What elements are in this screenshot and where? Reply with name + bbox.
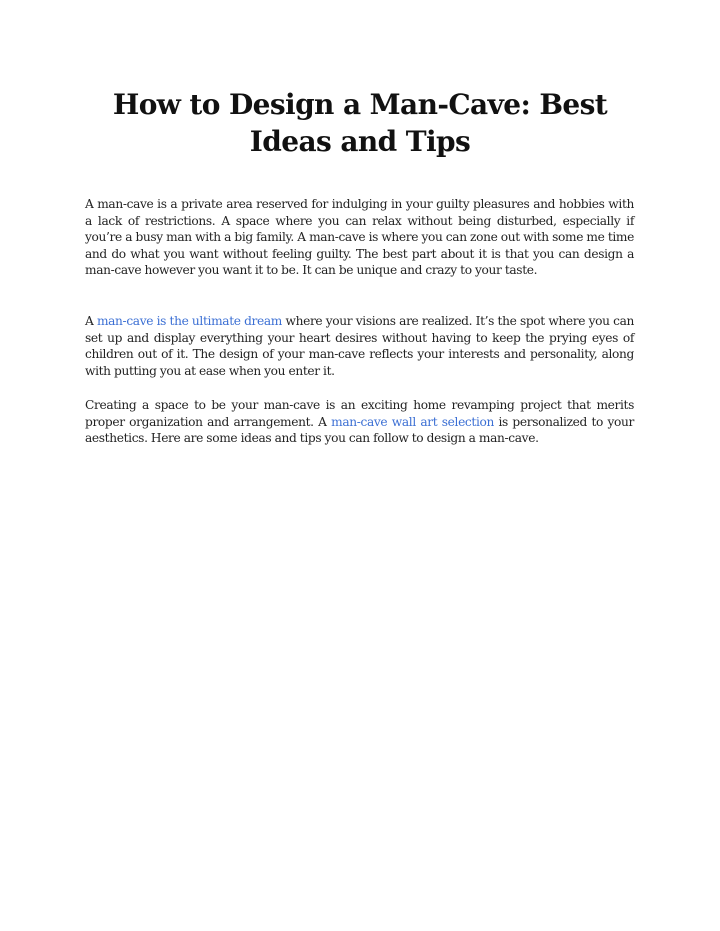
dream-paragraph — [85, 313, 634, 379]
intro-paragraph: A man-cave is a private area reserved for indulging in your guilty pleasures and hobbies with a lack of restrictions. A space where you can relax without being disturbed, especially if you’re a busy man with a big family. A man-cave is where you can zone out with some me time and do what you want without feeling guilty. The best part about it is that you can design a man-cave however you want it to be. It can be unique and crazy to your taste. — [85, 197, 634, 278]
paragraph-text: where your visions are realized. It’s the spot where you can set up and display everything your heart desires without having to keep the prying eyes of children out of it. The design of your man-cave reflects your interests and personality, along with putting you at ease when you enter it. — [85, 314, 634, 378]
creating-space-paragraph — [85, 397, 634, 447]
page-title: How to Design a Man-Cave: Best Ideas and Tips — [112, 88, 608, 158]
wall-art-selection-link[interactable]: man-cave wall art selection — [331, 414, 494, 429]
ultimate-dream-link[interactable]: man-cave is the ultimate dream — [96, 314, 283, 328]
paragraph-text: A — [85, 314, 97, 328]
paragraph-text: Creating a space to be your man-cave is an exciting home revamping project that merits proper organization and arrangement. A — [85, 398, 634, 429]
paragraph-text: is personalized to your aesthetics. Here are some ideas and tips you can follow to design a man-cave. — [85, 414, 634, 446]
